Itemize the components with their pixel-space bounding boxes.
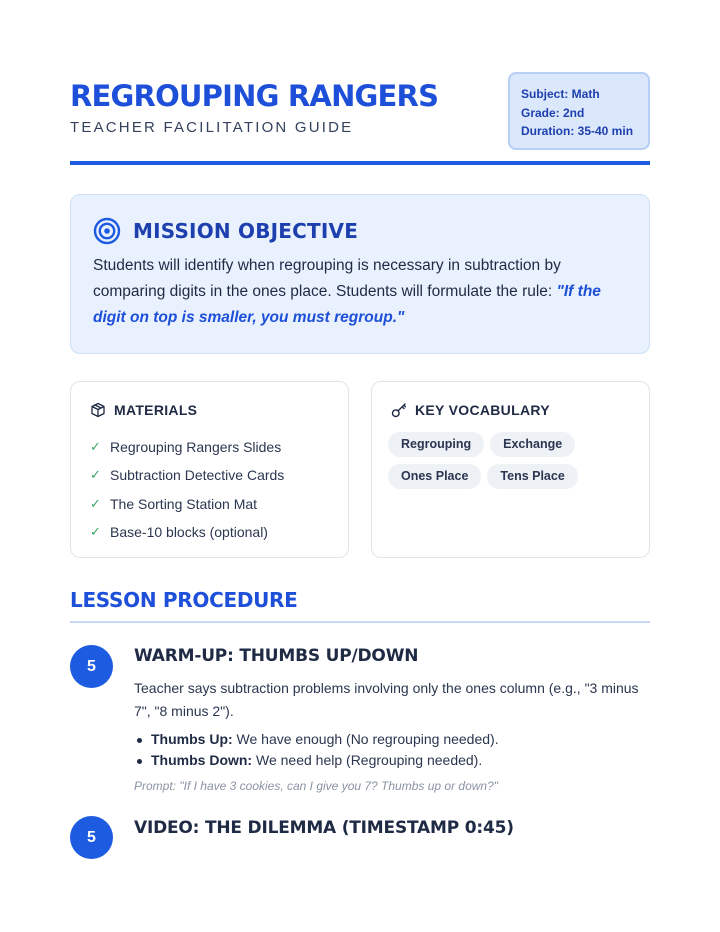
- list-item: [134, 750, 499, 771]
- step-number-badge: 5: [70, 816, 113, 859]
- meta-subject: Subject: Math: [521, 87, 600, 101]
- vocab-chip: Regrouping: [388, 432, 484, 457]
- procedure-title: LESSON PROCEDURE: [70, 588, 298, 612]
- page-title: REGROUPING RANGERS: [70, 79, 439, 113]
- material-label: The Sorting Station Mat: [110, 495, 258, 512]
- material-label: Regrouping Rangers Slides: [110, 439, 282, 456]
- key-icon: [391, 402, 407, 418]
- procedure-divider: [70, 621, 650, 623]
- step-description: Teacher says subtraction problems involving only the ones column (e.g., "3 minus 7", "8 minus 2").: [134, 680, 639, 719]
- bullet-label: Thumbs Down:: [151, 752, 253, 768]
- step-prompt: Prompt: "If I have 3 cookies, can I give you 7? Thumbs up or down?": [134, 779, 499, 793]
- step-bullets: [134, 729, 499, 771]
- check-icon: ✓: [90, 467, 101, 483]
- procedure-step: [70, 645, 650, 795]
- vocabulary-header: [391, 402, 550, 418]
- target-icon: [93, 217, 121, 245]
- check-icon: ✓: [90, 439, 101, 455]
- mission-rule: "If the digit on top is smaller, you must regroup.": [93, 283, 601, 326]
- vocabulary-terms: [388, 432, 638, 489]
- vocab-chip: Tens Place: [487, 464, 577, 489]
- materials-card: [70, 381, 349, 558]
- bullet-label: Thumbs Up:: [151, 731, 233, 747]
- mission-title: MISSION OBJECTIVE: [133, 219, 359, 243]
- list-item: [134, 729, 499, 750]
- header: [70, 72, 650, 152]
- mission-description: Students will identify when regrouping is necessary in subtraction by comparing digits in the ones place. Students will formulate the rule:: [93, 257, 561, 300]
- vocab-chip: Exchange: [490, 432, 575, 457]
- vocabulary-card: [371, 381, 650, 558]
- list-item: [90, 490, 284, 518]
- list-item: [90, 433, 284, 461]
- list-item: [90, 461, 284, 489]
- material-label: Subtraction Detective Cards: [110, 467, 285, 484]
- list-item: [90, 518, 284, 546]
- materials-title: MATERIALS: [114, 402, 198, 418]
- check-icon: ✓: [90, 495, 101, 511]
- step-title: WARM-UP: THUMBS UP/DOWN: [134, 646, 419, 666]
- step-number-badge: 5: [70, 645, 113, 688]
- bullet-text: We need help (Regrouping needed).: [252, 752, 483, 768]
- meta-duration: Duration: 35-40 min: [521, 124, 634, 138]
- box-icon: [90, 402, 106, 418]
- vocabulary-title: KEY VOCABULARY: [415, 402, 550, 418]
- step-title: VIDEO: THE DILEMMA (TIMESTAMP 0:45): [134, 818, 514, 838]
- check-icon: ✓: [90, 524, 101, 540]
- bullet-text: We have enough (No regrouping needed).: [232, 731, 499, 747]
- mission-header: [93, 217, 358, 245]
- materials-list: [90, 433, 284, 546]
- lesson-meta-box: [508, 72, 650, 150]
- meta-grade: Grade: 2nd: [521, 105, 585, 120]
- materials-header: [90, 402, 197, 418]
- header-divider: [70, 161, 650, 165]
- mission-objective-box: [70, 194, 650, 354]
- material-label: Base-10 blocks (optional): [110, 524, 268, 541]
- procedure-step: [70, 816, 650, 861]
- mission-text: [93, 253, 628, 331]
- vocab-chip: Ones Place: [388, 464, 481, 489]
- page-subtitle: TEACHER FACILITATION GUIDE: [70, 119, 354, 136]
